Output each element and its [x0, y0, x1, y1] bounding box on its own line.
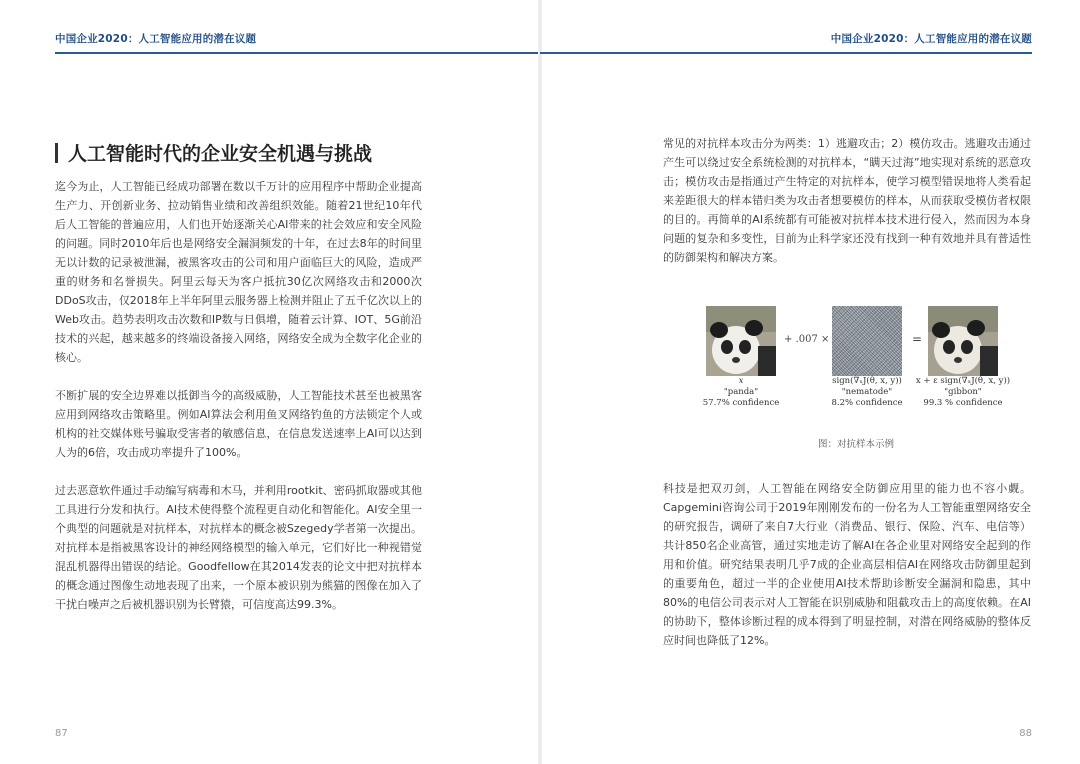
confidence-panda: 57.7% confidence [702, 398, 780, 408]
running-header-right: 中国企业2020：人工智能应用的潜在议题 [830, 33, 1032, 45]
heading-bar-marker [55, 143, 58, 163]
symbol-perturbed: x + ε sign(∇ₓJ(θ, x, y)) [915, 376, 1011, 386]
figure-caption: 图：对抗样本示例 [817, 439, 894, 450]
header-rule-right [540, 52, 1032, 54]
right-page [540, 0, 1080, 764]
confidence-nematode: 8.2% confidence [831, 398, 903, 408]
running-header-left: 中国企业2020：人工智能应用的潜在议题 [55, 33, 257, 45]
right-body-text-top [663, 134, 1031, 286]
caption-original [694, 376, 788, 409]
page-number-left: 87 [55, 728, 68, 739]
multiplier-label: + .007 × [784, 334, 830, 345]
left-body-text [55, 177, 422, 633]
noise-image [832, 306, 902, 376]
figure-image-row [706, 306, 1006, 376]
page-number-right: 88 [1019, 728, 1032, 739]
paragraph-2: 不断扩展的安全边界难以抵御当今的高级威胁，人工智能技术甚至也被黑客应用到网络攻击策略里。例如AI算法会利用鱼叉网络钓鱼的方法锁定个人或机构的社交媒体账号骗取受害者的敏感信息，在信息发送速率上AI可以达到人为的6倍，攻击成功率提升了100%。 [55, 389, 422, 459]
symbol-gradient-sign: sign(∇ₓJ(θ, x, y)) [832, 376, 902, 386]
panda-image-original [706, 306, 776, 376]
paragraph-attack-types: 常见的对抗样本攻击分为两类：1）逃避攻击；2）模仿攻击。逃避攻击通过产生可以绕过安全系统检测的对抗样本，“瞒天过海”地实现对系统的恶意攻击；模仿攻击是指通过产生特定的对抗样本，使学习模型错误地将人类看起来差距很大的样本错归类为攻击者想要模仿的样本，从而获取受模仿者权限的目的。再简单的AI系统都有可能被对抗样本技术进行侵入，然而因为本身问题的复杂和多变性，目前为止科学家还没有找到一种有效地并具有普适性的防御架构和解决方案。 [663, 137, 1031, 264]
section-title: 人工智能时代的企业安全机遇与挑战 [68, 143, 373, 165]
adversarial-example-figure [702, 302, 1011, 452]
paragraph-capgemini: 科技是把双刃剑，人工智能在网络安全防御应用里的能力也不容小觑。Capgemini咨询公司于2019年刚刚发布的一份名为人工智能重塑网络安全的研究报告，调研了来自7大行业（消费品、银行、保险、汽车、电信等）共计850名企业高管，通过实地走访了解AI在各企业里对网络安全起到的作用和价值。研究结果表明几乎7成的企业高层相信AI在网络攻击防御里起到的重要角色，超过一半的企业使用AI技术帮助诊断安全漏洞和隐患，其中80%的电信公司表示对人工智能在识别威胁和阻截攻击上的高度依赖。在AI的协助下，整体诊断过程的成本得到了明显控制，对潜在网络威胁的整体反应时间也降低了12%。 [663, 482, 1031, 647]
confidence-gibbon: 99.3 % confidence [923, 398, 1003, 408]
header-rule-left [55, 52, 540, 54]
paragraph-1: 迄今为止，人工智能已经成功部署在数以千万计的应用程序中帮助企业提高生产力、开创新业务、拉动销售业绩和改善组织效能。随着21世纪10年代后人工智能的普遍应用，人们也开始逐渐关心AI带来的社会效应和安全风险的问题。同时2010年后也是网络安全漏洞频发的十年，在过去8年的时间里无以计数的记录被泄漏，被黑客攻击的公司和用户面临巨大的风险，造成严重的财务和名誉损失。阿里云每天为客户抵抗30亿次网络攻击和2000次DDoS攻击，仅2018年上半年阿里云服务器上检测并阻止了五千亿次以上的Web攻击。趋势表明攻击次数和IP数与日俱增，随着云计算、IOT、5G前沿技术的兴起，越来越多的终端设备接入网络，网络安全成为全数字化企业的核心。 [55, 180, 422, 364]
label-nematode: "nematode" [841, 387, 893, 397]
panda-image-adversarial [928, 306, 998, 376]
label-gibbon: "gibbon" [944, 387, 982, 397]
section-heading [55, 139, 372, 166]
caption-adversarial [911, 376, 1015, 409]
caption-noise [816, 376, 918, 409]
label-panda: "panda" [723, 387, 759, 397]
paragraph-3: 过去恶意软件通过手动编写病毒和木马，并利用rootkit、密码抓取器或其他工具进行分发和执行。AI技术使得整个流程更自动化和智能化。AI安全里一个典型的问题就是对抗样本，对抗样本的概念被Szegedy学者第一次提出。对抗样本是指被黑客设计的神经网络模型的输入单元，它们好比一种视错觉混乱机器得出错误的结论。Goodfellow在其2014发表的论文中把对抗样本的概念通过图像生动地表现了出来，一个原本被识别为熊猫的图像在加入了干扰白噪声之后被机器识别为长臂猿，可信度高达99.3%。 [55, 484, 422, 611]
equals-sign: = [912, 332, 923, 346]
symbol-x: x [738, 376, 744, 386]
right-body-text-bottom [663, 479, 1031, 669]
